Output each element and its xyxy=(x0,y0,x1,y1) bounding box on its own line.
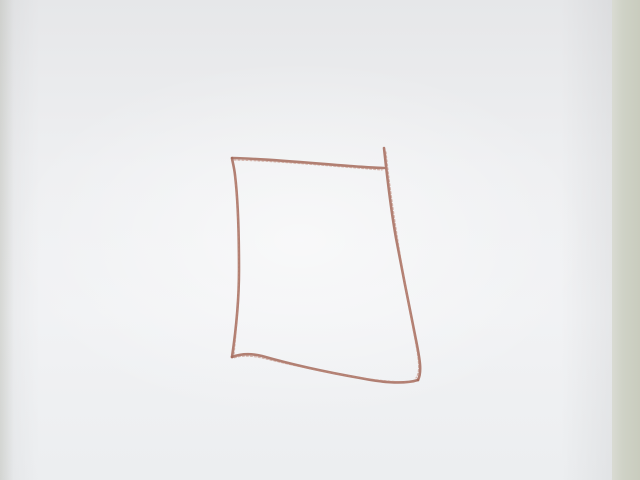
square-top-edge xyxy=(232,158,384,168)
square-texture-right xyxy=(386,152,419,378)
square-bottom-edge xyxy=(232,354,418,382)
square-texture-bottom xyxy=(234,356,414,382)
